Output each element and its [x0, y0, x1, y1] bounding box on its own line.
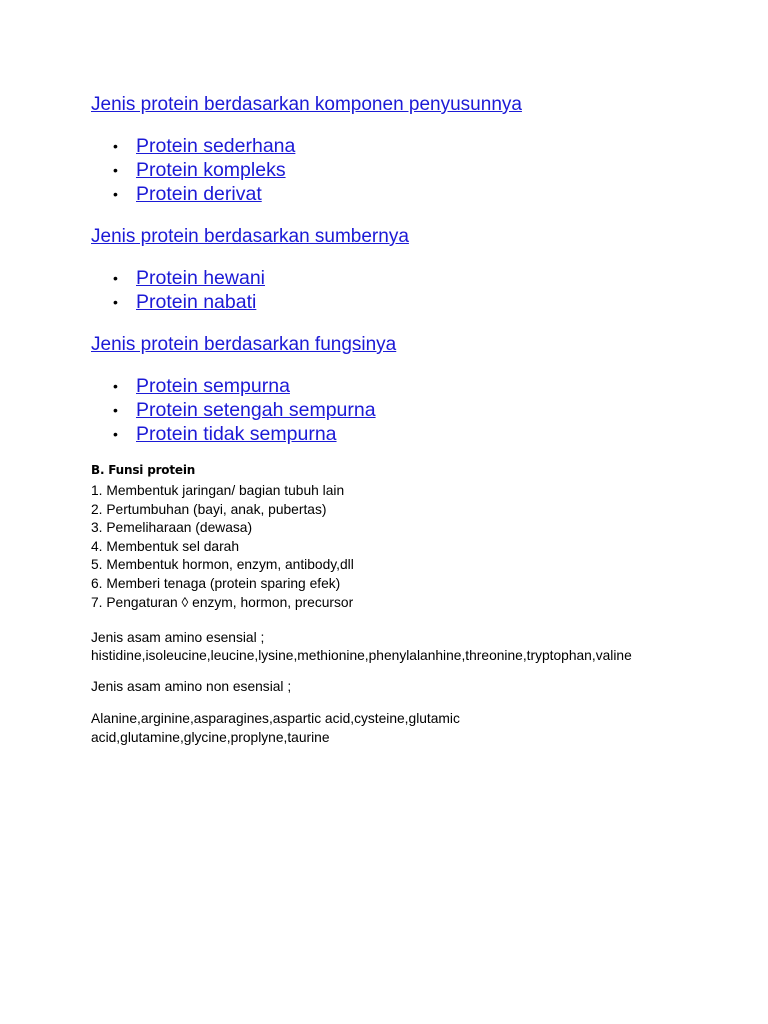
link-protein-tidak-sempurna[interactable]: Protein tidak sempurna [136, 423, 337, 445]
link-protein-derivat[interactable]: Protein derivat [136, 183, 262, 205]
non-essential-list-line2: acid,glutamine,glycine,proplyne,taurine [91, 730, 330, 745]
link-protein-nabati[interactable]: Protein nabati [136, 291, 257, 313]
essential-list: histidine,isoleucine,leucine,lysine,methionine,phenylalanhine,threonine,tryptophan,valine [91, 648, 632, 663]
function-title: B. Funsi protein [91, 463, 196, 477]
bullet-icon: • [113, 402, 118, 418]
bullet-icon: • [113, 270, 118, 286]
bullet-icon: • [113, 186, 118, 202]
link-protein-kompleks[interactable]: Protein kompleks [136, 159, 286, 181]
list-item [111, 134, 295, 158]
function-item: 2. Pertumbuhan (bayi, anak, pubertas) [91, 501, 327, 517]
list-item [111, 374, 376, 398]
list-komponen [111, 134, 295, 206]
list-item [111, 266, 265, 290]
essential-label: Jenis asam amino esensial ; [91, 630, 265, 645]
link-protein-hewani[interactable]: Protein hewani [136, 267, 265, 289]
function-list [91, 482, 354, 612]
list-fungsi [111, 374, 376, 446]
non-essential-list-line1: Alanine,arginine,asparagines,aspartic acid,cysteine,glutamic [91, 711, 460, 726]
link-protein-sempurna[interactable]: Protein sempurna [136, 375, 290, 397]
list-item [111, 422, 376, 446]
function-item: 1. Membentuk jaringan/ bagian tubuh lain [91, 483, 345, 498]
heading-komponen-link[interactable]: Jenis protein berdasarkan komponen penyusunnya [91, 94, 522, 115]
heading-sumber-link[interactable]: Jenis protein berdasarkan sumbernya [91, 226, 409, 247]
bullet-icon: • [113, 294, 118, 310]
function-item: 3. Pemeliharaan (dewasa) [91, 520, 253, 536]
list-item [111, 158, 295, 182]
bullet-icon: • [113, 162, 118, 178]
list-item [111, 182, 295, 206]
list-item [111, 398, 376, 422]
function-item: 4. Membentuk sel darah [91, 538, 240, 554]
bullet-icon: • [113, 138, 118, 154]
bullet-icon: • [113, 378, 118, 394]
link-protein-sederhana[interactable]: Protein sederhana [136, 135, 296, 157]
link-protein-setengah-sempurna[interactable]: Protein setengah sempurna [136, 399, 376, 421]
function-item: 5. Membentuk hormon, enzym, antibody,dll [91, 557, 354, 573]
list-sumber [111, 266, 265, 314]
list-item [111, 290, 265, 314]
heading-fungsi-link[interactable]: Jenis protein berdasarkan fungsinya [91, 334, 397, 355]
non-essential-label: Jenis asam amino non esensial ; [91, 679, 292, 694]
function-item: 7. Pengaturan ◊ enzym, hormon, precursor [91, 594, 354, 610]
function-item: 6. Memberi tenaga (protein sparing efek) [91, 575, 341, 591]
bullet-icon: • [113, 426, 118, 442]
